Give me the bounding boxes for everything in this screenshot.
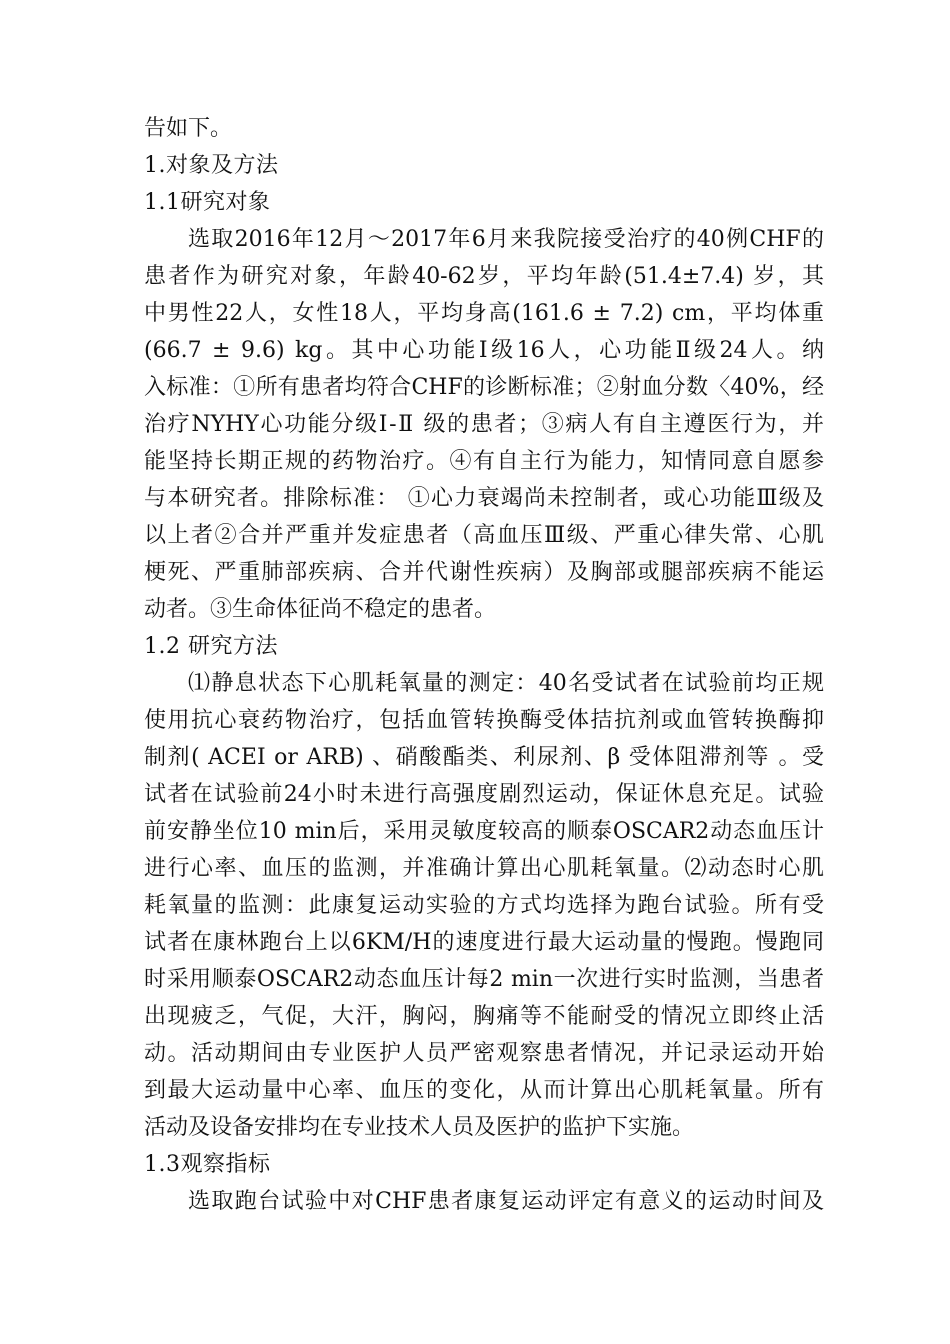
paragraph-line: ⑴静息状态下心肌耗氧量的测定：40名受试者在试验前均正规 <box>188 671 824 696</box>
paragraph-line: 入标准：①所有患者均符合CHF的诊断标准；②射血分数〈40%，经 <box>144 375 824 400</box>
paragraph-line: 试者在试验前24小时未进行高强度剧烈运动，保证休息充足。试验 <box>144 782 824 807</box>
paragraph-line: 动者。③生命体征尚不稳定的患者。 <box>144 597 497 622</box>
subsection-heading: 1.3观察指标 <box>144 1152 271 1177</box>
section-heading: 1.对象及方法 <box>144 153 279 178</box>
paragraph-line: 制剂( ACEI or ARB) 、硝酸酯类、利尿剂、β 受体阻滞剂等 。受 <box>144 745 824 770</box>
paragraph-line: (66.7 ± 9.6) kg。其中心功能Ⅰ级16人，心功能Ⅱ级24人。纳 <box>144 338 824 363</box>
paragraph-line: 与本研究者。排除标准： ①心力衰竭尚未控制者，或心功能Ⅲ级及 <box>144 486 824 511</box>
paragraph-line: 以上者②合并严重并发症患者（高血压Ⅲ级、严重心律失常、心肌 <box>144 523 824 548</box>
text-line: 告如下。 <box>144 116 233 141</box>
paragraph-line: 治疗NYHY心功能分级Ⅰ-Ⅱ 级的患者；③病人有自主遵医行为，并 <box>144 412 824 437</box>
paragraph-line: 患者作为研究对象，年龄40-62岁，平均年龄(51.4±7.4) 岁，其 <box>144 264 824 289</box>
paragraph-line: 活动及设备安排均在专业技术人员及医护的监护下实施。 <box>144 1115 695 1140</box>
paragraph-line: 出现疲乏，气促，大汗，胸闷，胸痛等不能耐受的情况立即终止活 <box>144 1004 824 1029</box>
paragraph-line: 动。活动期间由专业医护人员严密观察患者情况，并记录运动开始 <box>144 1041 824 1066</box>
paragraph-line: 选取2016年12月～2017年6月来我院接受治疗的40例CHF的 <box>188 227 824 252</box>
paragraph-line: 到最大运动量中心率、血压的变化，从而计算出心肌耗氧量。所有 <box>144 1078 824 1103</box>
paragraph-line: 中男性22人，女性18人，平均身高(161.6 ± 7.2) cm，平均体重 <box>144 301 824 326</box>
subsection-heading: 1.2 研究方法 <box>144 634 278 659</box>
paragraph-line: 进行心率、血压的监测，并准确计算出心肌耗氧量。⑵动态时心肌 <box>144 856 824 881</box>
paragraph-line: 能坚持长期正规的药物治疗。④有自主行为能力，知情同意自愿参 <box>144 449 824 474</box>
paragraph-line: 选取跑台试验中对CHF患者康复运动评定有意义的运动时间及 <box>188 1189 824 1214</box>
paragraph-line: 耗氧量的监测：此康复运动实验的方式均选择为跑台试验。所有受 <box>144 893 824 918</box>
paragraph-line: 使用抗心衰药物治疗，包括血管转换酶受体拮抗剂或血管转换酶抑 <box>144 708 824 733</box>
paragraph-line: 前安静坐位10 min后，采用灵敏度较高的顺泰OSCAR2动态血压计 <box>144 819 824 844</box>
subsection-heading: 1.1研究对象 <box>144 190 271 215</box>
paragraph-line: 试者在康林跑台上以6KM/H的速度进行最大运动量的慢跑。慢跑同 <box>144 930 824 955</box>
paragraph-line: 时采用顺泰OSCAR2动态血压计每2 min一次进行实时监测，当患者 <box>144 967 824 992</box>
paragraph-line: 梗死、严重肺部疾病、合并代谢性疾病）及胸部或腿部疾病不能运 <box>144 560 824 585</box>
